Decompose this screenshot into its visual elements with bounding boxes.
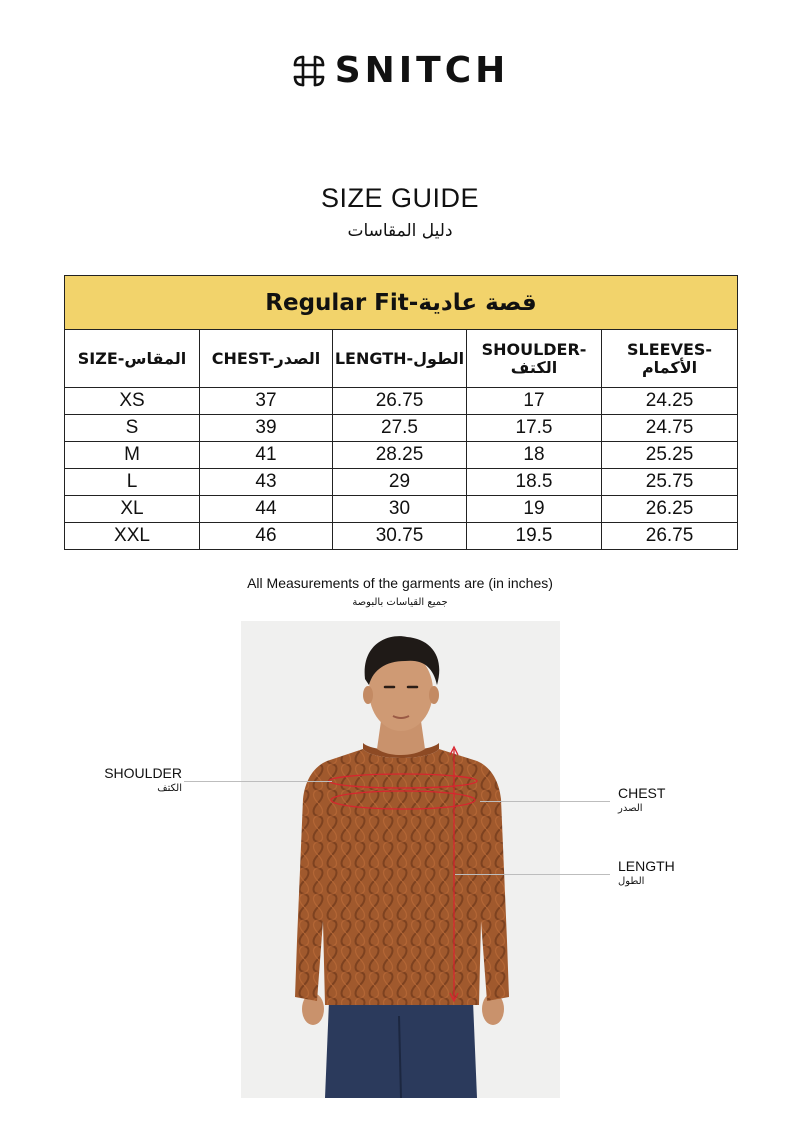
table-cell: XL [65, 496, 200, 523]
table-cell: XXL [65, 523, 200, 550]
shoulder-guide-line [184, 781, 332, 782]
column-header-en: SHOULDER- [481, 339, 587, 359]
size-table [64, 275, 738, 550]
length-label: LENGTH [618, 858, 675, 874]
column-header [467, 330, 602, 388]
table-cell: 30 [333, 496, 467, 523]
brand-logo [0, 50, 800, 91]
column-header-ar: الكتف [510, 357, 558, 377]
table-cell: 26.25 [602, 496, 738, 523]
table-cell: 25.25 [602, 442, 738, 469]
column-header-en: CHEST- [211, 348, 275, 368]
table-cell: XS [65, 388, 200, 415]
table-cell: S [65, 415, 200, 442]
length-label-ar: الطول [618, 876, 645, 887]
table-cell: M [65, 442, 200, 469]
table-cell: 28.25 [333, 442, 467, 469]
table-cell: 46 [200, 523, 333, 550]
length-guide-line [455, 874, 610, 875]
table-row [65, 469, 738, 496]
column-header [65, 330, 200, 388]
column-header-ar: المقاس [124, 348, 187, 368]
table-cell: 18 [467, 442, 602, 469]
column-header-ar: الطول [413, 348, 465, 368]
model-photo [241, 621, 560, 1098]
table-cell: 44 [200, 496, 333, 523]
chest-label: CHEST [618, 785, 666, 801]
table-cell: L [65, 469, 200, 496]
table-cell: 43 [200, 469, 333, 496]
table-cell: 26.75 [602, 523, 738, 550]
table-cell: 37 [200, 388, 333, 415]
fit-title: Regular Fit-قصة عادية [65, 276, 738, 330]
table-cell: 24.75 [602, 415, 738, 442]
table-row [65, 415, 738, 442]
table-cell: 19 [467, 496, 602, 523]
shoulder-callout [96, 765, 182, 794]
column-header-ar: الأكمام [641, 357, 698, 377]
page-title: SIZE GUIDE [320, 183, 480, 213]
table-cell: 18.5 [467, 469, 602, 496]
table-cell: 39 [200, 415, 333, 442]
page-subtitle: دليل المقاسات [347, 221, 453, 241]
column-header-ar: الصدر [274, 348, 321, 368]
table-cell: 29 [333, 469, 467, 496]
brand-name: SNITCH [334, 50, 510, 91]
column-header [200, 330, 333, 388]
table-cell: 25.75 [602, 469, 738, 496]
table-row [65, 496, 738, 523]
table-row [65, 442, 738, 469]
table-cell: 26.75 [333, 388, 467, 415]
model-illustration [241, 621, 560, 1098]
table-cell: 17 [467, 388, 602, 415]
column-header [333, 330, 467, 388]
chest-guide-line [480, 801, 610, 802]
measurement-note-ar: جميع القياسات بالبوصة [352, 597, 448, 608]
column-header [602, 330, 738, 388]
chest-callout [618, 785, 665, 814]
column-header-en: SIZE- [77, 348, 125, 368]
measurement-note: All Measurements of the garments are (in inches) [247, 575, 553, 591]
chest-label-ar: الصدر [618, 803, 643, 814]
column-header-en: SLEEVES- [626, 339, 713, 359]
table-cell: 24.25 [602, 388, 738, 415]
table-row [65, 523, 738, 550]
table-cell: 17.5 [467, 415, 602, 442]
shoulder-label-ar: الكتف [157, 783, 182, 794]
table-cell: 19.5 [467, 523, 602, 550]
column-header-en: LENGTH- [334, 348, 414, 368]
table-cell: 41 [200, 442, 333, 469]
table-cell: 27.5 [333, 415, 467, 442]
table-cell: 30.75 [333, 523, 467, 550]
length-callout [618, 858, 675, 887]
hash-grid-icon [291, 53, 327, 89]
table-row [65, 388, 738, 415]
shoulder-label: SHOULDER [104, 765, 182, 781]
